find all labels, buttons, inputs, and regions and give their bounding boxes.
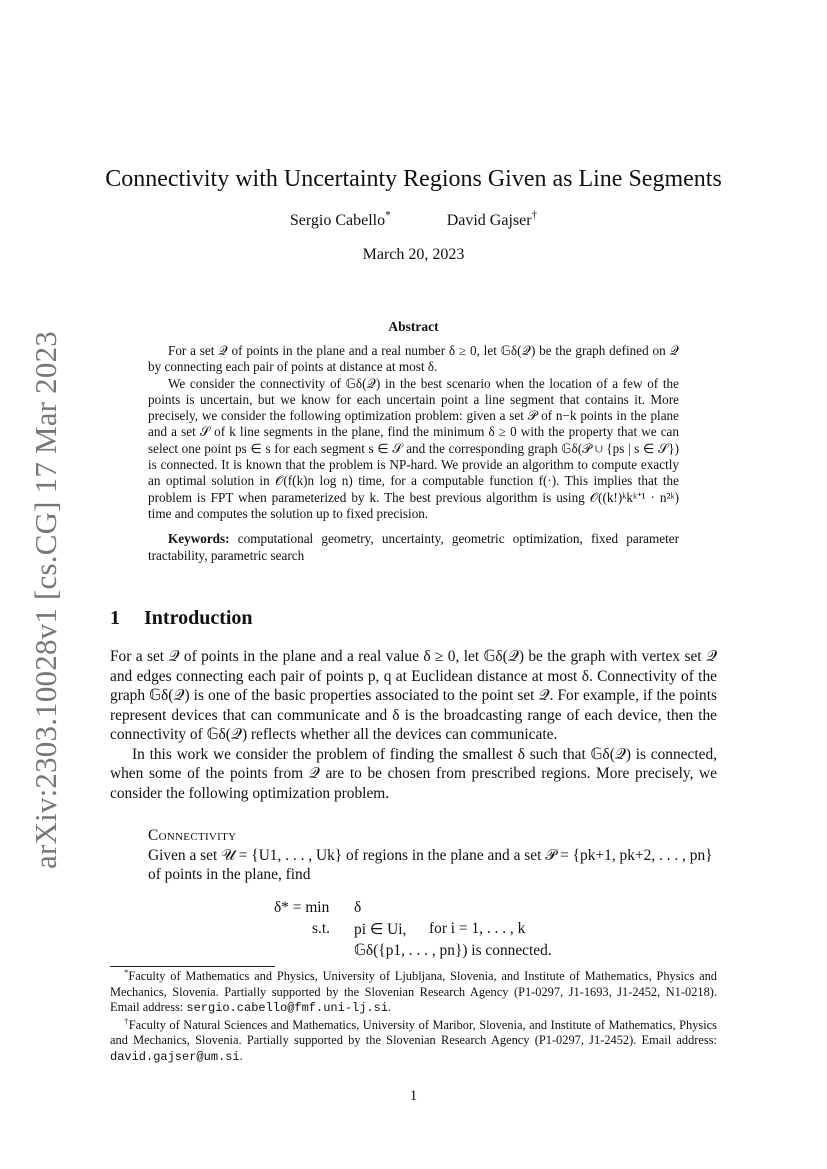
intro-paragraph-2: In this work we consider the problem of finding the smallest δ such that 𝔾δ(𝒬) is connected, when some of the points from 𝒬 are to be chosen from prescribed regions. More precisely, we consider the following optimization problem. (110, 745, 717, 802)
author-2 (446, 209, 538, 230)
abstract-heading: Abstract (388, 319, 439, 334)
opt-lhs: δ* = min (274, 899, 330, 916)
footnote-2-text: Faculty of Natural Sciences and Mathematics, University of Maribor, Slovenia, and Institute of Mathematics, Physics and Mechanics, Slovenia. Partially supported by the Slovenian Research Agency (P1-0297, J1-2452). Email address: (110, 1017, 718, 1048)
footnote-1-text: Faculty of Mathematics and Physics, University of Ljubljana, Slovenia, and Institute of Mathematics, Physics and Mechanics, Slovenia. Partially supported by the Slovenian Research Agency (P1-0297, J1-1693, J1-2452, N1-0218). Email address: (110, 969, 717, 1015)
footnote-1-mark: * (124, 966, 129, 977)
section-title: Introduction (144, 607, 253, 629)
footnote-rule (110, 966, 275, 967)
footnote-1: *Faculty of Mathematics and Physics, University of Ljubljana, Slovenia, and Institute of Mathematics, Physics and Mechanics, Slovenia. Partially supported by the Slovenian Research Agency (P1-0297, J1-1693, J1-2452, N1-0218). Email address: sergio.cabello@fmf.uni-lj.si. (110, 966, 717, 1016)
opt-objective: δ (354, 899, 362, 916)
footnote-2-email[interactable]: david.gajser@um.si (110, 1049, 240, 1064)
author-1 (289, 209, 391, 230)
problem-name: Connectivity (148, 827, 237, 844)
author-1-mark: * (385, 209, 391, 222)
keywords-label: Keywords: (168, 531, 230, 547)
footnote-2-mark: † (124, 1015, 129, 1026)
section-number: 1 (110, 607, 120, 629)
arxiv-identifier-stamp: arXiv:2303.10028v1 [cs.CG] 17 Mar 2023 (28, 331, 63, 869)
keywords-text: computational geometry, uncertainty, geometric optimization, fixed parameter tractability, parametric search (148, 531, 679, 563)
paper-title: Connectivity with Uncertainty Regions Given as Line Segments (105, 166, 722, 192)
author-2-name: David Gajser (446, 212, 532, 229)
intro-paragraph-1: For a set 𝒬 of points in the plane and a real value δ ≥ 0, let 𝔾δ(𝒬) be the graph with vertex set 𝒬 and edges connecting each pair of points p, q at Euclidean distance at most δ. Connectivity of the graph 𝔾δ(𝒬) is one of the basic properties associated to the point set 𝒬. For example, if the points represent devices that can communicate and δ is the broadcasting range of each device, then the connectivity of 𝔾δ(𝒬) reflects whether all the devices can communicate. (110, 648, 717, 743)
opt-constraint-1: pi ∈ Ui, (354, 921, 407, 938)
introduction-body (110, 647, 717, 803)
footnote-2: †Faculty of Natural Sciences and Mathematics, University of Maribor, Slovenia, and Institute of Mathematics, Physics and Mechanics, Slovenia. Partially supported by the Slovenian Research Agency (P1-0297, J1-2452). Email address: david.gajser@um.si. (110, 1015, 718, 1064)
opt-constraint-1-range: for i = 1, . . . , k (429, 920, 526, 937)
author-list (0, 209, 827, 230)
author-2-mark: † (531, 209, 538, 222)
keywords (148, 531, 679, 564)
footnotes (110, 966, 718, 1067)
problem-statement: Given a set 𝒰 = {U1, . . . , Uk} of regions in the plane and a set 𝒫 = {pk+1, pk+2, . . . , pn} of points in the plane, find (148, 846, 713, 883)
problem-definition (148, 826, 718, 885)
abstract-paragraph-1: For a set 𝒬 of points in the plane and a real number δ ≥ 0, let 𝔾δ(𝒬) be the graph defined on 𝒬 by connecting each pair of points at distance at most δ. (148, 343, 679, 375)
author-1-name: Sergio Cabello (289, 212, 386, 229)
abstract-body (148, 343, 679, 564)
section-heading-introduction (110, 607, 253, 630)
publication-date: March 20, 2023 (362, 246, 465, 263)
abstract-paragraph-2: We consider the connectivity of 𝔾δ(𝒬) in the best scenario when the location of a few of the points is uncertain, but we know for each uncertain point a line segment that contains it. More precisely, we consider the following optimization problem: given a set 𝒫 of n−k points in the plane and a set 𝒮 of k line segments in the plane, find the minimum δ ≥ 0 with the property that we can select one point ps ∈ s for each segment s ∈ 𝒮 and the corresponding graph 𝔾δ(𝒫 ∪ {ps | s ∈ 𝒮}) is connected. It is known that the problem is NP-hard. We provide an algorithm to compute exactly an optimal solution in 𝒪(f(k)n log n) time, for a computable function f(·). This implies that the problem is FPT when parameterized by k. The best previous algorithm is using 𝒪((k!)ᵏkᵏ⁺¹ · n²ᵏ) time and computes the solution up to fixed precision. (148, 375, 679, 521)
opt-st-label: s.t. (312, 920, 330, 937)
opt-constraint-2: 𝔾δ({p1, . . . , pn}) is connected. (354, 942, 552, 959)
footnote-1-email[interactable]: sergio.cabello@fmf.uni-lj.si (186, 1001, 389, 1016)
page-number: 1 (409, 1088, 418, 1104)
